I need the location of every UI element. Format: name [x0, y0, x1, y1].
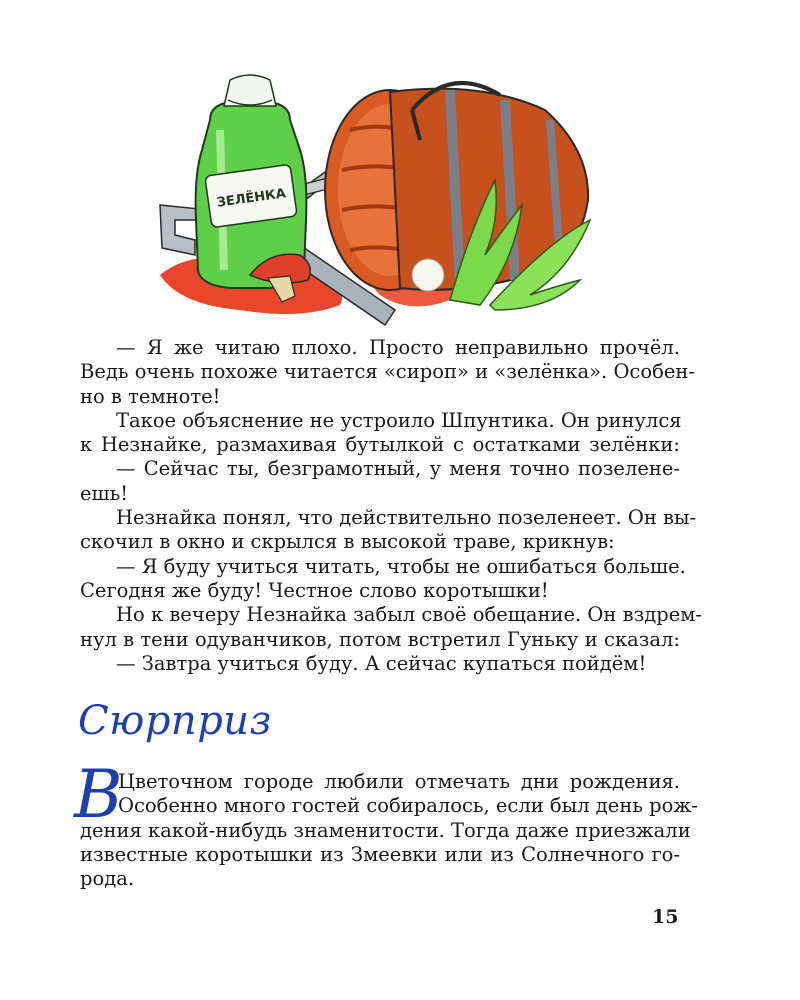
story-text: [80, 336, 703, 676]
section-title: Сюрприз: [78, 698, 272, 744]
text-line: но в темноте!: [80, 384, 221, 408]
text-line: к Незнайке, размахивая бутылкой с остатками зелёнки:: [80, 433, 680, 457]
text-line: нул в тени одуванчиков, потом встретил Гуньку и сказал:: [80, 627, 680, 651]
text-line: дения какой-нибудь знаменитости. Тогда даже приезжали: [80, 818, 691, 842]
text-line: Незнайка понял, что действительно позеленеет. Он вы-: [116, 506, 697, 530]
bottle-label-text: ЗЕЛЁНКА: [215, 186, 287, 211]
illustration-bottle-and-barrel: [150, 70, 610, 335]
text-line: Цветочном городе любили отмечать дни рождения.: [118, 770, 680, 793]
text-line: Сегодня же буду! Честное слово коротышки!: [80, 578, 549, 602]
text-line: Но к вечеру Незнайка забыл своё обещание. Он вздрем-: [116, 603, 703, 627]
text-line: Ведь очень похоже читается «сироп» и «зелёнка». Особен-: [80, 360, 695, 384]
text-line: известные коротышки из Змеевки или из Солнечного го-: [80, 842, 680, 866]
dandelion-flower: [412, 259, 444, 291]
page-number: 15: [652, 906, 679, 928]
text-line: Такое объяснение не устроило Шпунтика. Он ринулся: [116, 408, 682, 432]
section-text: [74, 756, 698, 891]
text-line: — Завтра учиться буду. А сейчас купаться пойдём!: [116, 651, 647, 675]
text-line: ешь!: [80, 481, 129, 505]
text-line: — Я же читаю плохо. Просто неправильно прочёл.: [116, 336, 680, 359]
text-line: — Сейчас ты, безграмотный, у меня точно позелене-: [116, 457, 680, 481]
drop-cap: В: [74, 756, 123, 833]
text-line: рода.: [80, 867, 135, 891]
text-line: Особенно много гостей собиралось, если был день рож-: [118, 794, 698, 818]
text-line: скочил в окно и скрылся в высокой траве, крикнув:: [80, 530, 615, 554]
text-line: — Я буду учиться читать, чтобы не ошибаться больше.: [116, 554, 686, 578]
